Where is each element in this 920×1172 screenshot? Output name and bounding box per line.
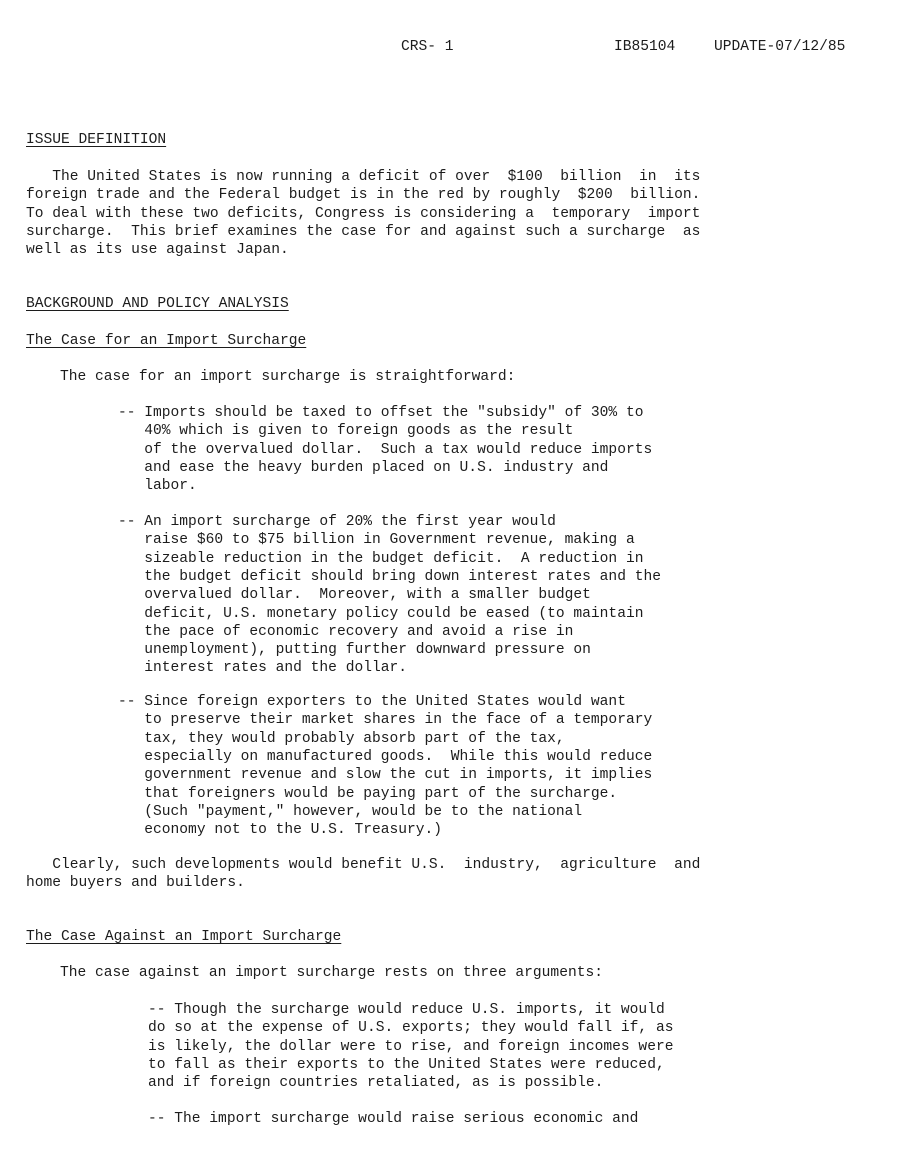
bullet-line: the pace of economic recovery and avoid a rise in [118,623,574,640]
paragraph-line: To deal with these two deficits, Congress is considering a temporary import [26,205,701,222]
bullet-line: deficit, U.S. monetary policy could be eased (to maintain [118,605,644,622]
paragraph-line: Clearly, such developments would benefit U.S. industry, agriculture and [26,857,701,873]
bullet-line: and if foreign countries retaliated, as is possible. [148,1075,604,1092]
paragraph-line: home buyers and builders. [26,875,245,892]
bullet-line: to fall as their exports to the United States were reduced, [148,1056,665,1073]
bullet-line: -- Imports should be taxed to offset the "subsidy" of 30% to [118,405,644,421]
bullet-line: especially on manufactured goods. While this would reduce [118,748,653,765]
bullet-line: and ease the heavy burden placed on U.S. industry and [118,459,609,476]
bullet-line: raise $60 to $75 billion in Government revenue, making a [118,532,635,549]
bullet-line: (Such "payment," however, would be to the national [118,803,583,820]
bullet-line: is likely, the dollar were to rise, and foreign incomes were [148,1038,674,1055]
bullet-line: -- Though the surcharge would reduce U.S. imports, it would [148,1002,665,1018]
paragraph-line: foreign trade and the Federal budget is in the red by roughly $200 billion. [26,187,701,204]
bullet-line: tax, they would probably absorb part of the tax, [118,730,565,747]
background-heading: BACKGROUND AND POLICY ANALYSIS [26,296,289,312]
bullet-line: -- The import surcharge would raise serious economic and [148,1111,639,1127]
update-date: UPDATE-07/12/85 [714,39,846,55]
case-against-intro: The case against an import surcharge rests on three arguments: [60,965,603,981]
crs-page-number: CRS- 1 [401,39,454,55]
bullet-line: do so at the expense of U.S. exports; they would fall if, as [148,1020,674,1037]
bullet-line: overvalued dollar. Moreover, with a smaller budget [118,587,591,604]
paragraph-line: surcharge. This brief examines the case for and against such a surcharge as [26,223,701,240]
bullet-line: unemployment), putting further downward pressure on [118,642,591,659]
bullet-line: of the overvalued dollar. Such a tax would reduce imports [118,441,653,458]
issue-definition-heading: ISSUE DEFINITION [26,132,167,148]
bullet-line: economy not to the U.S. Treasury.) [118,822,443,839]
bullet-line: the budget deficit should bring down interest rates and the [118,568,661,585]
brief-id: IB85104 [614,39,676,55]
bullet-line: to preserve their market shares in the face of a temporary [118,712,653,729]
bullet-line: 40% which is given to foreign goods as the result [118,423,574,440]
case-for-heading: The Case for an Import Surcharge [26,333,307,349]
bullet-line: that foreigners would be paying part of the surcharge. [118,785,618,802]
paragraph-line: well as its use against Japan. [26,242,289,259]
case-against-heading: The Case Against an Import Surcharge [26,929,342,945]
bullet-line: government revenue and slow the cut in imports, it implies [118,767,653,784]
paragraph-line: The United States is now running a deficit of over $100 billion in its [26,169,701,185]
bullet-line: sizeable reduction in the budget deficit. A reduction in [118,550,644,567]
bullet-line: -- An import surcharge of 20% the first year would [118,514,556,530]
bullet-line: -- Since foreign exporters to the United States would want [118,694,626,710]
case-for-intro: The case for an import surcharge is straightforward: [60,369,516,385]
bullet-line: interest rates and the dollar. [118,660,408,677]
bullet-line: labor. [118,478,197,495]
